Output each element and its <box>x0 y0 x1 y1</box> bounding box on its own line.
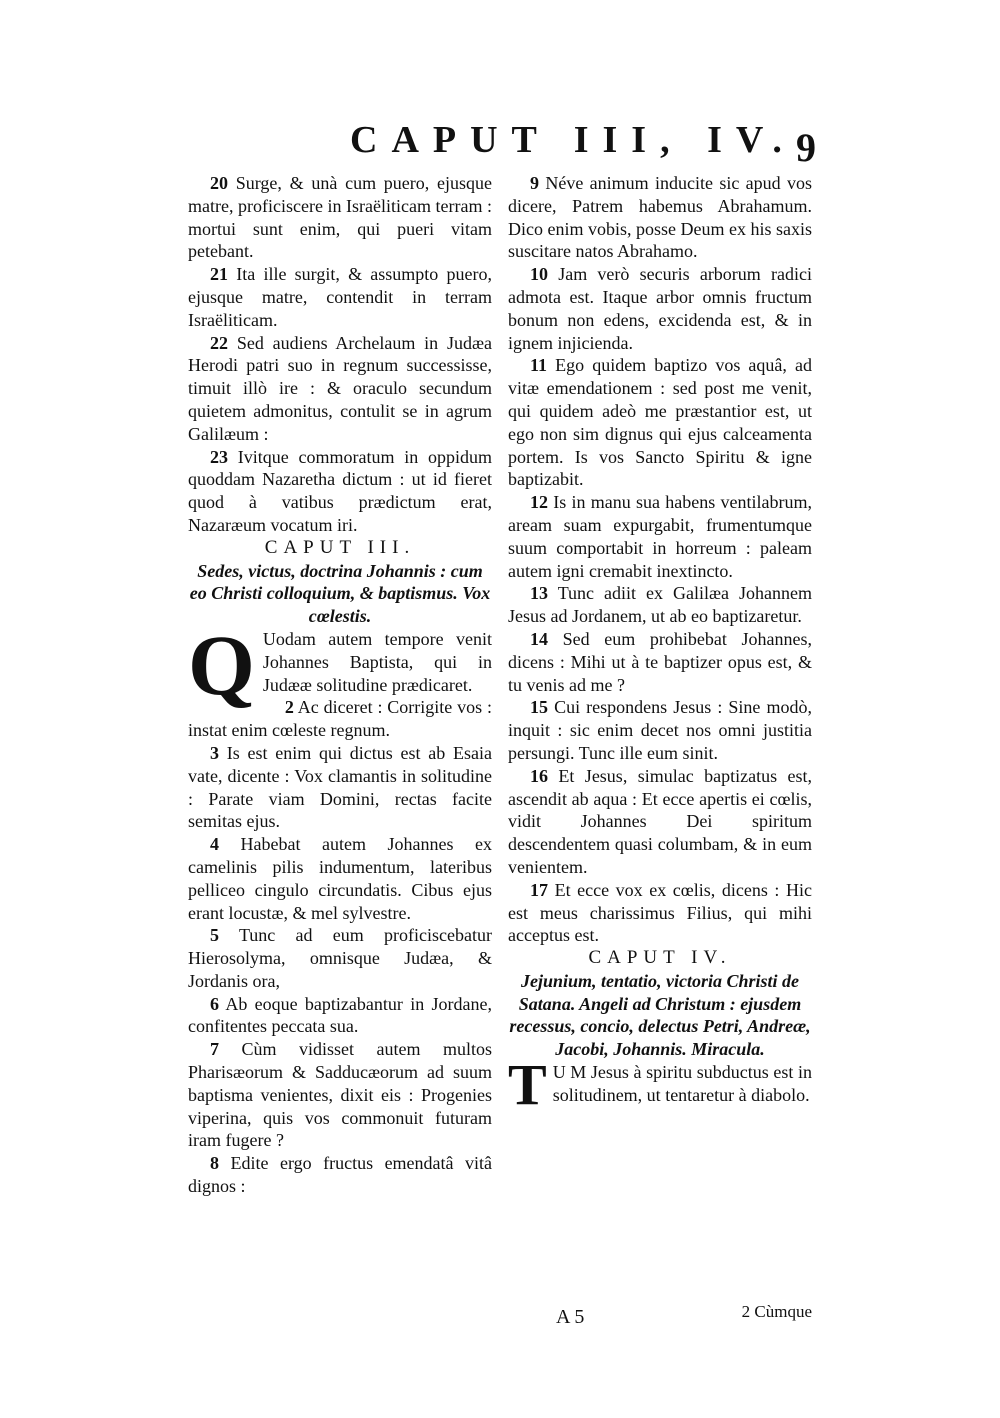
verse-3 <box>188 742 492 833</box>
verse-text: Tunc ad eum proficiscebatur Hierosolyma, omnisque Judæa, & Jordanis ora, <box>188 925 492 991</box>
verse-4 <box>188 833 492 924</box>
chapter-heading-4: CAPUT IV. <box>588 947 732 969</box>
signature-mark: A 5 <box>556 1306 585 1328</box>
verse-text: Cui respondens Jesus : Sine modò, inquit : sic enim decet nos omni justitia persungi. Tunc ille eum sinit. <box>508 697 813 763</box>
catchword: 2 Cùmque <box>741 1302 812 1321</box>
verse-number: 23 <box>210 446 228 467</box>
verse-17 <box>508 879 812 947</box>
verse-14 <box>508 628 812 696</box>
verse-10 <box>508 263 812 354</box>
verse-number: 4 <box>210 834 219 855</box>
right-column <box>508 172 813 1118</box>
verse-text: Ab eoque baptizabantur in Jordane, confitentes peccata sua. <box>188 993 492 1037</box>
verse-text: Ita ille surgit, & assumpto puero, ejusque matre, contendit in terram Israëliticam. <box>188 264 493 330</box>
verse-number: 10 <box>530 264 548 285</box>
verse-number: 20 <box>210 173 228 193</box>
verse-text: Cùm vidisset autem multos Pharisæorum & Sadducæorum ad suum baptisma venientes, dixit eis : Progenies viperina, quis vos commonuit futuram iram fugere ? <box>188 1039 492 1151</box>
verse-21 <box>188 263 492 331</box>
verse-6 <box>188 993 492 1039</box>
page-footer <box>508 1300 812 1330</box>
verse-1 <box>188 616 492 713</box>
verse-22 <box>188 332 492 446</box>
verse-number: 16 <box>530 765 548 786</box>
verse-text: Is est enim qui dictus est ab Esaia vate, dicente : Vox clamantis in solitudine : Parate viam Domini, rectas facite semitas ejus. <box>188 742 493 832</box>
verse-text: Jam verò securis arborum radici admota est. Itaque arbor omnis fructum bonum non edens, excidenda est, & in ignem injicienda. <box>508 264 812 353</box>
chapter-heading-3: CAPUT III. <box>264 536 416 558</box>
verse-text: Sed eum prohibebat Johannes, dicens : Mihi ut à te baptizer opus est, & tu venis ad me ? <box>508 628 813 695</box>
drop-cap: T <box>508 1052 547 1118</box>
verse-number: 15 <box>530 697 548 718</box>
running-title: CAPUT III, IV. <box>350 119 796 161</box>
verse-text: Et Jesus, simulac baptizatus est, ascendit ab aqua : Et ecce apertis ei cœlis, vidit Johannes Dei spiritum descendentem quasi columbam, & in eum venientem. <box>508 765 812 877</box>
verse-11 <box>508 354 812 491</box>
verse-8 <box>188 1152 492 1198</box>
verse-number: 17 <box>530 879 548 900</box>
verse-16 <box>508 765 812 879</box>
verse-number: 2 <box>284 697 294 718</box>
verse-text: Néve animum inducite sic apud vos dicere, Patrem habemus Abrahamum. Dico enim vobis, posse Deum ex his saxis suscitare natos Abrahamo. <box>508 173 812 262</box>
verse-15 <box>508 696 812 764</box>
verse-text: Tunc adiit ex Galilæa Johannem Jesus ad Jordanem, ut ab eo baptizaretur. <box>508 583 812 627</box>
verse-number: 8 <box>210 1153 219 1174</box>
verse-number: 7 <box>210 1039 219 1060</box>
left-column <box>188 172 492 1198</box>
page-header <box>0 118 1000 178</box>
page-number: 9 <box>796 125 816 170</box>
verse-number: 12 <box>530 492 548 513</box>
verse-text: Surge, & unà cum puero, ejusque matre, proficiscere in Israëliticam terram : mortui sunt enim, qui pueri vitam petebant. <box>188 173 492 262</box>
verse-13 <box>508 582 812 628</box>
verse-number: 9 <box>530 173 539 193</box>
chapter-summary-3: Sedes, victus, doctrina Johannis : cum eo Christi colloquium, & baptismus. Vox cœlestis. <box>189 560 491 627</box>
verse-text: Sed audiens Archelaum in Judæa Herodi patri suo in regnum successisse, timuit illò ire : & oraculo secundum quietem admonitus, contulit se in agrum Galilæum : <box>188 332 492 444</box>
verse-number: 6 <box>210 993 219 1014</box>
verse-number: 3 <box>210 742 219 763</box>
verse-23 <box>188 446 492 537</box>
verse-text: Habebat autem Johannes ex camelinis pilis indumentum, lateribus pelliceo cingulo circundatis. Cibus ejus erant locustæ, & mel sylvestre. <box>188 834 492 923</box>
verse-number: 5 <box>210 925 219 946</box>
verse-text: Edite ergo fructus emendatâ vitâ dignos : <box>188 1153 492 1197</box>
chapter-summary-4: Jejunium, tentatio, victoria Christi de Satana. Angeli ad Christum : ejusdem recessus, concio, delectus Petri, Andreæ, Jacobi, Johannis. Miracula. <box>509 970 811 1060</box>
verse-number: 11 <box>530 355 548 376</box>
verse-text: Is in manu sua habens ventilabrum, aream suam expurgabit, frumentumque suum comportabit in horreum : paleam autem igni cremabit inextincto. <box>508 492 812 581</box>
verse-text: U M Jesus à spiritu subductus est in solitudinem, ut tentaretur à diabolo. <box>552 1062 812 1105</box>
verse-text: Ac diceret : Corrigite vos : instat enim cœleste regnum. <box>188 697 492 741</box>
drop-cap: Q <box>188 616 255 713</box>
verse-9 <box>508 172 812 263</box>
verse-5 <box>188 924 492 992</box>
verse-number: 14 <box>530 628 548 649</box>
verse-text: Uodam autem tempore venit Johannes Baptista, qui in Judææ solitudine prædicaret. <box>262 628 492 695</box>
verse-7 <box>188 1038 492 1152</box>
verse-text: Ivitque commoratum in oppidum quoddam Nazaretha dictum : ut id fieret quod à vatibus prædictum erat, Nazaræum vocatum iri. <box>188 446 493 535</box>
verse-12 <box>508 491 812 582</box>
verse-1-ch4 <box>508 1052 812 1118</box>
verse-20 <box>188 172 492 263</box>
verse-number: 13 <box>530 583 548 604</box>
verse-number: 21 <box>210 264 228 285</box>
verse-text: Et ecce vox ex cœlis, dicens : Hic est meus charissimus Filius, qui mihi acceptus est. <box>508 879 812 946</box>
verse-text: Ego quidem baptizo vos aquâ, ad vitæ emendationem : sed post me venit, qui quidem adeò me præstantior est, ut ego non sim dignus qui ejus calceamenta portem. Is vos Sancto Spiritu & igne baptizabit. <box>508 355 812 490</box>
verse-number: 22 <box>210 332 228 353</box>
